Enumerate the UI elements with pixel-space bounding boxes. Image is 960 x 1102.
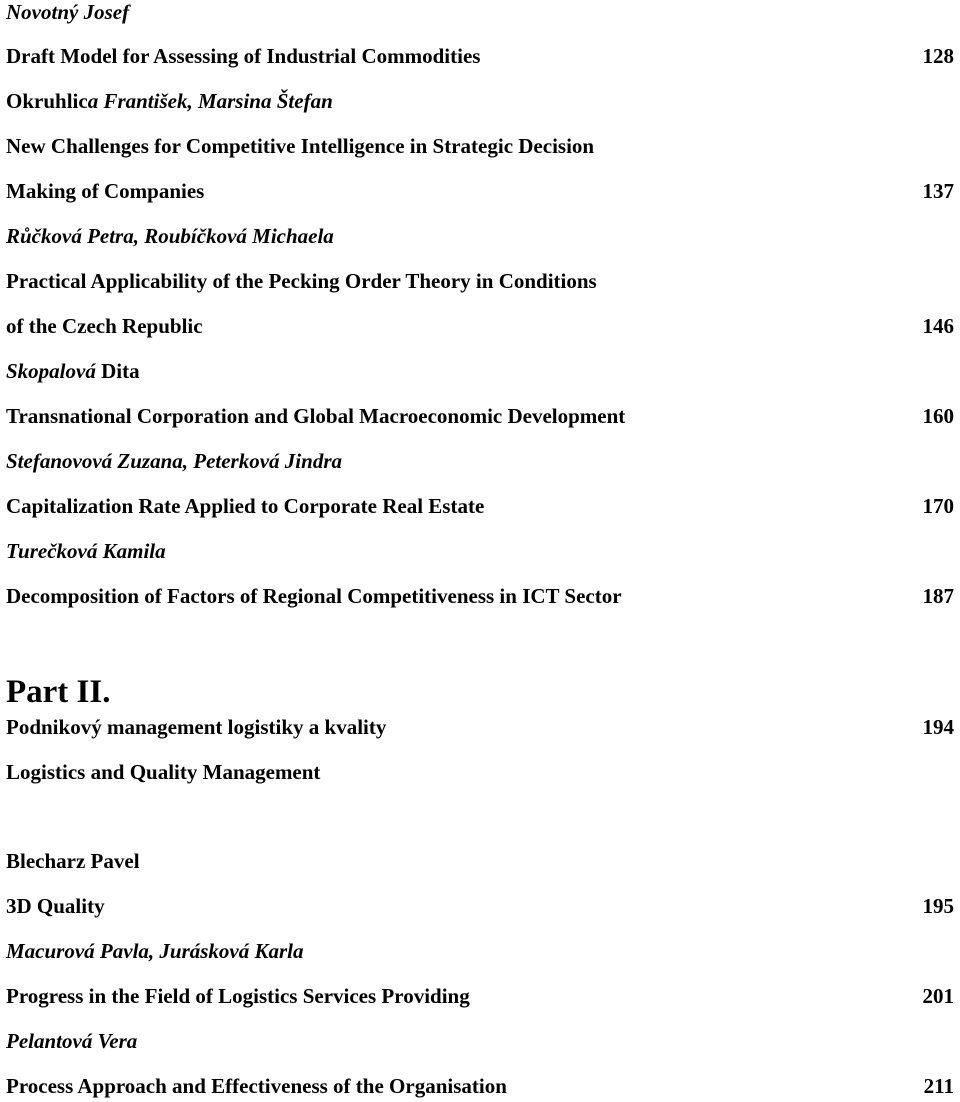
author-line (6, 847, 954, 875)
entry-title: 3D Quality (6, 894, 105, 918)
entry-title: Draft Model for Assessing of Industrial Commodities (6, 44, 481, 68)
part-heading: Part II. (6, 674, 111, 710)
author-line (6, 222, 954, 250)
author-name-upright: Dita (95, 359, 140, 383)
page-number: 146 (922, 314, 954, 338)
toc-entry-title (6, 402, 954, 430)
author-line (6, 937, 954, 965)
entry-title: Making of Companies (6, 179, 205, 203)
toc-entry-title (6, 267, 954, 295)
author-line (6, 87, 954, 115)
toc-entry-title (6, 132, 954, 160)
entry-title: Transnational Corporation and Global Macroeconomic Development (6, 404, 626, 428)
entry-title: Decomposition of Factors of Regional Competitiveness in ICT Sector (6, 584, 622, 608)
part-title-cz (6, 713, 954, 741)
author-name: Pelantová Vera (6, 1029, 138, 1053)
part-subtitle: Logistics and Quality Management (6, 760, 321, 784)
entry-title: Capitalization Rate Applied to Corporate Real Estate (6, 494, 485, 518)
page-number: 194 (922, 715, 954, 739)
author-name-upright: Okruhlic (6, 89, 88, 113)
page-number: 137 (922, 179, 954, 203)
toc-entry-title (6, 312, 954, 340)
entry-title: of the Czech Republic (6, 314, 203, 338)
page-number: 128 (922, 44, 954, 68)
author-line (6, 537, 954, 565)
author-name: Růčková Petra, Roubíčková Michaela (6, 224, 334, 248)
author-name: Stefanovová Zuzana, Peterková Jindra (6, 449, 342, 473)
toc-entry-title (6, 892, 954, 920)
toc-entry-title (6, 492, 954, 520)
page-number: 187 (922, 584, 954, 608)
author-line (6, 357, 954, 385)
page-number: 170 (922, 494, 954, 518)
author-name: Turečková Kamila (6, 539, 166, 563)
page-number: 195 (922, 894, 954, 918)
entry-title: Process Approach and Effectiveness of the Organisation (6, 1074, 507, 1098)
toc-entry-title (6, 982, 954, 1010)
author-name: Blecharz Pavel (6, 849, 140, 873)
toc-entry-title (6, 177, 954, 205)
author-name-italic: a František, Marsina Štefan (87, 89, 333, 113)
author-line (6, 1027, 954, 1055)
entry-title: New Challenges for Competitive Intelligence in Strategic Decision (6, 134, 595, 158)
page-number: 211 (923, 1074, 954, 1098)
toc-entry-title (6, 42, 954, 70)
page-number: 201 (922, 984, 954, 1008)
author-name-italic: Skopalová (6, 359, 96, 383)
toc-entry-title (6, 582, 954, 610)
author-line (6, 0, 954, 26)
author-line (6, 447, 954, 475)
part-title: Podnikový management logistiky a kvality (6, 715, 387, 739)
page-number: 160 (922, 404, 954, 428)
entry-title: Practical Applicability of the Pecking Order Theory in Conditions (6, 269, 597, 293)
part-title-en (6, 758, 954, 786)
author-name: Novotný Josef (6, 0, 130, 24)
entry-title: Progress in the Field of Logistics Services Providing (6, 984, 470, 1008)
author-name: Macurová Pavla, Jurásková Karla (6, 939, 304, 963)
toc-entry-title (6, 1072, 954, 1100)
